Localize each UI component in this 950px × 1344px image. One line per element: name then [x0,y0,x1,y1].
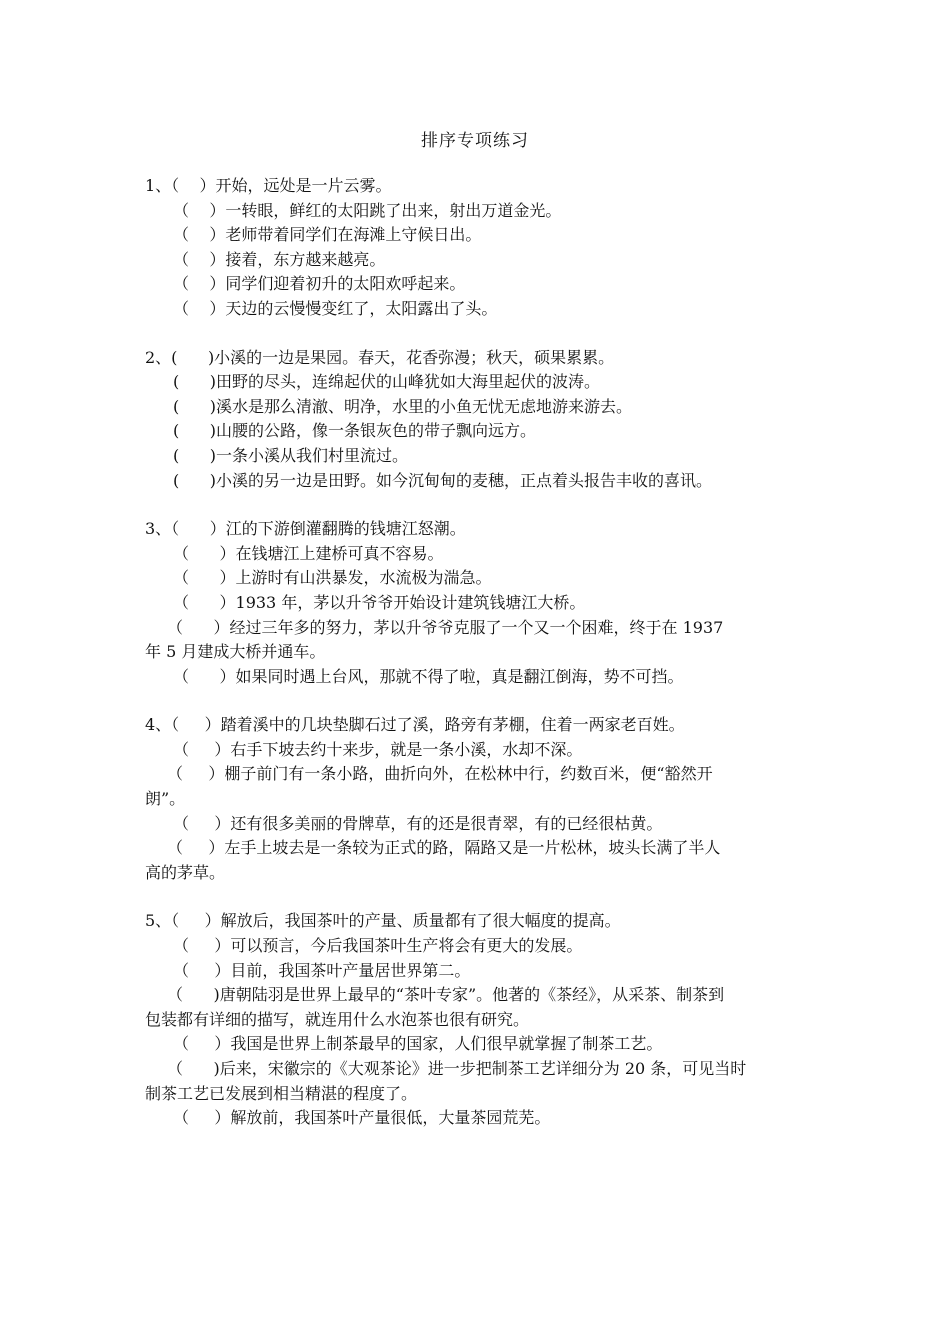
question-line: （ ）我国是世界上制茶最早的国家，人们很早就掌握了制茶工艺。 [173,1034,663,1054]
question-line: 1、（ ）开始，远处是一片云雾。 [145,176,392,195]
question-2 [145,346,813,494]
question-line: （ ）还有很多美丽的骨牌草，有的还是很青翠，有的已经很枯黄。 [173,813,663,833]
question-line: （ ）可以预言，今后我国茶叶生产将会有更大的发展。 [173,936,583,956]
question-line: ( )溪水是那么清澈、明净，水里的小鱼无忧无虑地游来游去。 [173,396,633,416]
question-line: （ ）上游时有山洪暴发，水流极为湍急。 [173,568,492,588]
question-line: （ ）经过三年多的努力，茅以升爷爷克服了一个又一个困难，终于在 1937 [167,617,724,637]
question-4 [145,713,813,885]
question-line: （ ）1933 年，茅以升爷爷开始设计建筑钱塘江大桥。 [173,592,586,612]
page-title: 排序专项练习 [421,131,529,151]
question-line: （ ）天边的云慢慢变红了，太阳露出了头。 [173,298,498,318]
question-line: （ ）老师带着同学们在海滩上守候日出。 [173,225,482,245]
question-line: 4、（ ）踏着溪中的几块垫脚石过了溪，路旁有茅棚，住着一两家老百姓。 [145,715,685,735]
question-1 [145,174,813,322]
question-5 [145,909,813,1130]
question-line: （ ）左手上坡去是一条较为正式的路，隔路又是一片松林，坡头长满了半人 [167,838,721,858]
question-line: （ ）一转眼，鲜红的太阳跳了出来，射出万道金光。 [173,200,562,220]
question-line: （ ）接着，东方越来越亮。 [173,249,386,269]
question-line: （ )唐朝陆羽是世界上最早的“茶叶专家”。他著的《茶经》，从采茶、制茶到 [167,985,725,1005]
question-line: （ ）棚子前门有一条小路，曲折向外，在松林中行，约数百米，便“豁然开 [167,764,713,784]
question-line: （ ）在钱塘江上建桥可真不容易。 [173,543,444,563]
question-3 [145,517,813,689]
question-line: ( )一条小溪从我们村里流过。 [173,445,409,465]
question-line: ( )山腰的公路，像一条银灰色的带子飘向远方。 [173,421,537,441]
question-line: （ ）目前，我国茶叶产量居世界第二。 [173,960,471,980]
question-line: 3、（ ）江的下游倒灌翻腾的钱塘江怒潮。 [145,519,466,539]
exercise-list [145,174,813,1155]
question-line: 年 5 月建成大桥并通车。 [145,642,326,662]
question-line: （ )后来，宋徽宗的《大观茶论》进一步把制茶工艺详细分为 20 条，可见当时 [167,1059,747,1078]
question-line: （ ）同学们迎着初升的太阳欢呼起来。 [173,274,466,294]
question-line: 2、( )小溪的一边是果园。春天，花香弥漫；秋天，硕果累累。 [145,347,615,367]
question-line: ( )田野的尽头，连绵起伏的山峰犹如大海里起伏的波涛。 [173,372,601,392]
question-line: （ ）右手下坡去约十来步，就是一条小溪，水却不深。 [173,739,583,759]
question-line: 高的茅草。 [145,862,226,882]
question-line: 5、（ ）解放后，我国茶叶的产量、质量都有了很大幅度的提高。 [145,911,621,931]
question-line: （ ）如果同时遇上台风，那就不得了啦，真是翻江倒海，势不可挡。 [173,666,684,686]
question-line: 朗”。 [145,789,186,809]
question-line: （ ）解放前，我国茶叶产量很低，大量茶园荒芜。 [173,1108,551,1128]
question-line: ( )小溪的另一边是田野。如今沉甸甸的麦穗，正点着头报告丰收的喜讯。 [173,470,713,490]
question-line: 制茶工艺已发展到相当精湛的程度了。 [145,1083,418,1103]
question-line: 包装都有详细的描写，就连用什么水泡茶也很有研究。 [145,1009,530,1029]
